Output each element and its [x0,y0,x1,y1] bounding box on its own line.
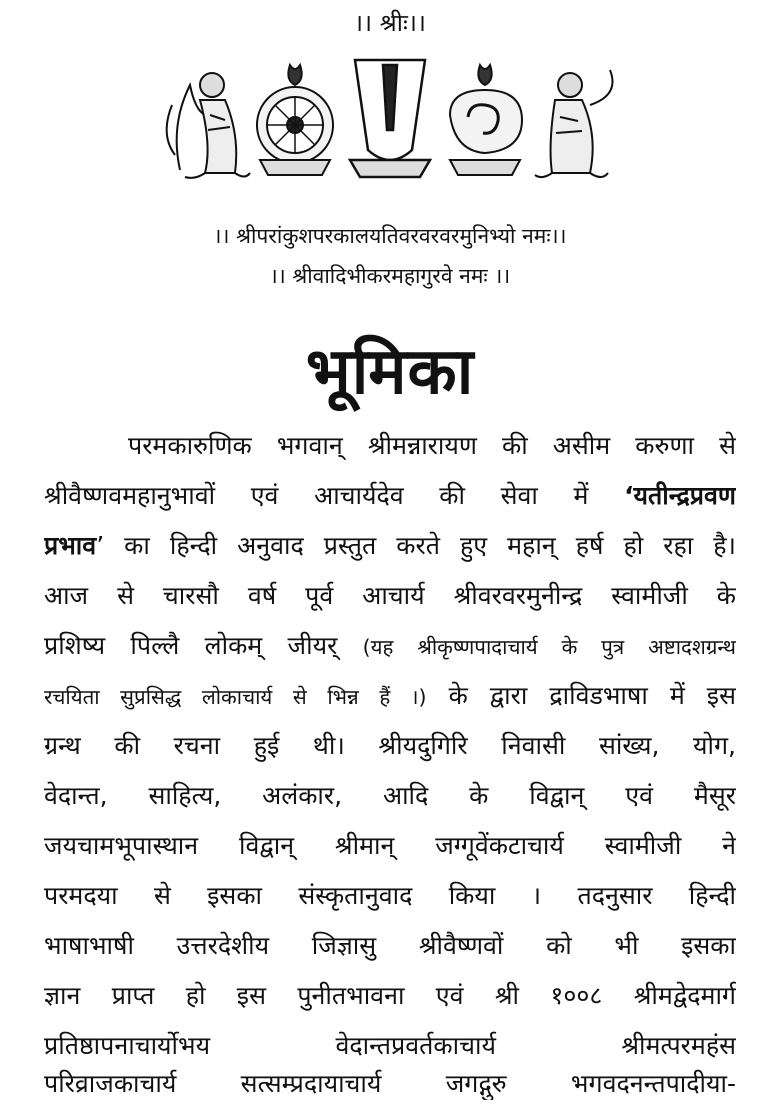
hanuman-figure-icon [535,70,613,177]
paragraph-line-6 [44,678,736,712]
paragraph-line-4: आज से चारसौ वर्ष पूर्व आचार्य श्रीवरवरमुनीन्द्र स्वामीजी के [44,581,736,610]
text-span: ’ का हिन्दी अनुवाद प्रस्तुत करते हुए महान् हर्ष हो रहा है। [96,531,736,560]
paragraph-line-8: वेदान्त, साहित्य, अलंकार, आदि के विद्वान् एवं मैसूर [44,781,736,810]
paragraph-line-11: भाषाभाषी उत्तरदेशीय जिज्ञासु श्रीवैष्णवों को भी इसका [44,931,736,960]
paragraph-line-10: परमदया से इसका संस्कृतानुवाद किया । तदनुसार हिन्दी [44,881,736,910]
text-span: के द्वारा द्राविडभाषा में इस [426,681,736,710]
invocation-line-2: ।। श्रीवादिभीकरमहागुरवे नमः ।। [269,264,511,288]
parenthetical-note-end: रचयिता सुप्रसिद्ध लोकाचार्य से भिन्न हैं ।) [44,685,427,709]
paragraph-line-7: ग्रन्थ की रचना हुई थी। श्रीयदुगिरि निवासी सांख्य, योग, [44,731,736,760]
chakra-icon [257,65,333,175]
paragraph-line-9: जयचामभूपास्थान विद्वान् श्रीमान् जग्गूवेंकटाचार्य स्वामीजी ने [44,831,736,860]
tilaka-namam-icon [350,60,430,177]
paragraph-line-2 [44,478,736,512]
sacred-emblem-illustration [150,55,630,185]
garuda-figure-icon [167,73,250,178]
paragraph-line-5 [44,628,736,662]
text-span: श्रीवैष्णवमहानुभावों एवं आचार्यदेव की सेवा में [44,481,625,510]
invocation-line-1: ।। श्रीपरांकुशपरकालयतिवरवरवरमुनिभ्यो नमः।। [213,224,567,248]
book-title-bold-end: प्रभाव [44,531,97,560]
shankha-conch-icon [450,65,522,175]
paragraph-line-14: परिव्राजकाचार्य सत्सम्प्रदायाचार्य जगद्गुरु भगवदनन्तपादीया- [44,1069,736,1098]
text-span: प्रशिष्य पिल्लै लोकम् जीयर् [44,631,363,660]
paragraph-line-12: ज्ञान प्राप्त हो इस पुनीतभावना एवं श्री १००८ श्रीमद्वेदमार्ग [44,981,736,1010]
paragraph-line-13: प्रतिष्ठापनाचार्योभय वेदान्तप्रवर्तकाचार्य श्रीमत्परमहंस [44,1031,736,1060]
paragraph-line-3 [44,528,736,562]
book-title-bold: ‘यतीन्द्रप्रवण [624,481,736,510]
paragraph-line-1: परमकारुणिक भगवान् श्रीमन्नारायण की असीम करुणा से [128,431,736,460]
parenthetical-note: (यह श्रीकृष्णपादाचार्य के पुत्र अष्टादशग्रन्थ [362,635,736,659]
page-title: भूमिका [305,334,475,409]
top-mark: ।। श्रीः।। [353,9,427,37]
